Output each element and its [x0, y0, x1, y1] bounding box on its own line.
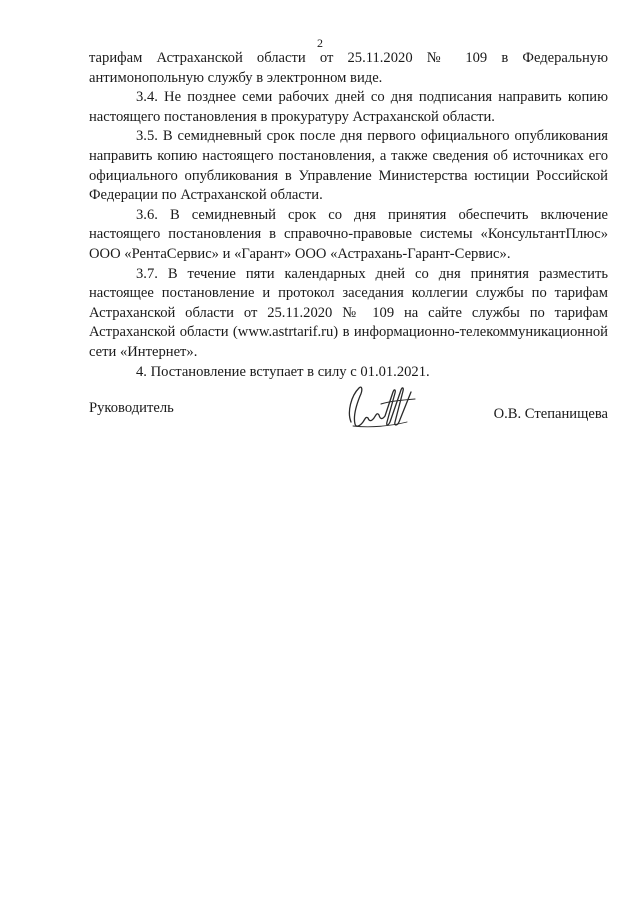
paragraph-4: 4. Постановление вступает в силу с 01.01.2021.: [136, 363, 430, 380]
handwritten-signature: [341, 382, 427, 432]
signer-name: О.В. Степанищева: [493, 406, 608, 422]
paragraph-3-4: 3.4. Не позднее семи рабочих дней со дня подписания направить копию настоящего постановления в прокуратуру Астраханской области.: [89, 89, 608, 125]
paragraph-3-7: 3.7. В течение пяти календарных дней со дня принятия разместить настоящее постановление и протокол заседания коллегии службы по тарифам Астраханской области от 25.11.2020 № 109 на сайте службы по тарифам Астраханской области (www.astrtarif.ru) в информационно-телекоммуникационной сети «Интернет».: [89, 265, 608, 360]
signer-title: Руководитель: [89, 400, 174, 416]
paragraph-continuation: тарифам Астраханской области от 25.11.2020 № 109 в Федеральную антимонопольную службу в электронном виде.: [89, 50, 608, 86]
page-number: 2: [317, 36, 323, 50]
paragraph-3-6: 3.6. В семидневный срок со дня принятия обеспечить включение настоящего постановления в справочно-правовые системы «КонсультантПлюс» ООО «РентаСервис» и «Гарант» ООО «Астрахань-Гарант-Сервис».: [89, 206, 608, 262]
paragraph-3-5: 3.5. В семидневный срок после дня первого официального опубликования направить копию настоящего постановления, а также сведения об источниках его официального опубликования в Управление Министерства юстиции Российской Федерации по Астраханской области.: [89, 128, 608, 204]
document-body: [89, 49, 608, 382]
signature-block: [89, 388, 608, 438]
